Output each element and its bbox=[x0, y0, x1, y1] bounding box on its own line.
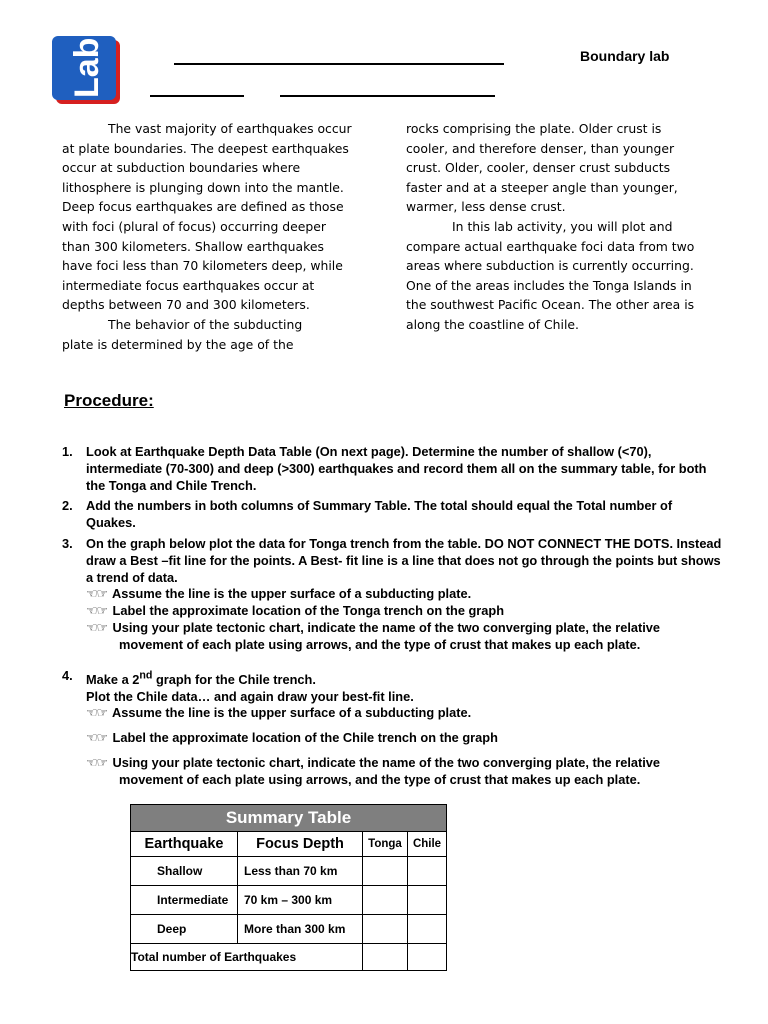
pointing-hands-icon: ☜☞ bbox=[86, 755, 107, 771]
intro-paragraph: The behavior of the subducting plate is determined by the age of the bbox=[62, 316, 303, 352]
step-subitem: ☜☞ Assume the line is the upper surface of a subducting plate. bbox=[86, 705, 472, 721]
chile-count-cell[interactable] bbox=[408, 915, 447, 944]
step-text: On the graph below plot the data for Tonga trench from the table. DO NOT CONNECT THE DOTS. Instead draw a Best –fit line for the points. A Best- fit line is a line that does not go through the points but shows a trend of data. bbox=[86, 535, 722, 585]
intro-left-column bbox=[62, 119, 358, 354]
earthquake-type: Deep bbox=[131, 915, 238, 944]
procedure-steps bbox=[62, 444, 722, 793]
intro-paragraph: In this lab activity, you will plot and compare actual earthquake foci data from two areas where subduction is currently occurring. One of the areas includes the Tonga Islands in the southwest Pacific Ocean. The other area is along the coastline of Chile. bbox=[406, 218, 695, 332]
intro-right-column bbox=[406, 119, 706, 335]
procedure-step bbox=[62, 668, 722, 789]
step-subitem: ☜☞ Label the approximate location of the Chile trench on the graph bbox=[86, 730, 498, 746]
column-header: Focus Depth bbox=[238, 832, 363, 857]
earthquake-type: Shallow bbox=[131, 857, 238, 886]
table-row bbox=[131, 915, 447, 944]
chile-count-cell[interactable] bbox=[408, 886, 447, 915]
step-text: Make a 2nd graph for the Chile trench. bbox=[86, 669, 316, 687]
column-header: Chile bbox=[408, 832, 447, 857]
tonga-total-cell[interactable] bbox=[363, 944, 408, 971]
lab-logo bbox=[52, 36, 122, 108]
lab-logo-text: Lab bbox=[68, 37, 106, 98]
tonga-count-cell[interactable] bbox=[363, 915, 408, 944]
chile-total-cell[interactable] bbox=[408, 944, 447, 971]
summary-table bbox=[130, 804, 447, 971]
pointing-hands-icon: ☜☞ bbox=[86, 619, 107, 635]
total-row bbox=[131, 944, 447, 971]
step-subitem: ☜☞ Label the approximate location of the Tonga trench on the graph bbox=[86, 603, 505, 619]
date-blank-line[interactable] bbox=[150, 95, 244, 97]
step-subitem: ☜☞ Assume the line is the upper surface of a subducting plate. bbox=[86, 586, 472, 602]
focus-depth: More than 300 km bbox=[238, 915, 363, 944]
focus-depth: 70 km – 300 km bbox=[238, 886, 363, 915]
pointing-hands-icon: ☜☞ bbox=[86, 603, 107, 619]
step-number: 2. bbox=[62, 498, 73, 514]
earthquake-type: Intermediate bbox=[131, 886, 238, 915]
procedure-heading: Procedure: bbox=[64, 391, 154, 410]
step-text: Add the numbers in both columns of Summary Table. The total should equal the Total number of Quakes. bbox=[86, 498, 673, 531]
summary-table-title: Summary Table bbox=[131, 805, 447, 832]
column-header: Earthquake bbox=[131, 832, 238, 857]
focus-depth: Less than 70 km bbox=[238, 857, 363, 886]
table-row bbox=[131, 886, 447, 915]
pointing-hands-icon: ☜☞ bbox=[86, 705, 107, 721]
step-subitem: ☜☞ Using your plate tectonic chart, indicate the name of the two converging plate, the relative movement of each plate using arrows, and the type of crust that makes up each plate. bbox=[86, 619, 661, 652]
procedure-step bbox=[62, 498, 722, 532]
period-blank-line[interactable] bbox=[280, 95, 495, 97]
column-header: Tonga bbox=[363, 832, 408, 857]
step-number: 4. bbox=[62, 667, 73, 683]
intro-paragraph: rocks comprising the plate. Older crust is cooler, and therefore denser, than younger crust. Older, cooler, denser crust subducts faster and at a steeper angle than younger, warmer, less dense crust. bbox=[406, 121, 678, 215]
total-label: Total number of Earthquakes bbox=[131, 944, 363, 971]
step-number: 1. bbox=[62, 444, 73, 459]
chile-count-cell[interactable] bbox=[408, 857, 447, 886]
step-text: Look at Earthquake Depth Data Table (On next page). Determine the number of shallow (<70), intermediate (70-300) and deep (>300) earthquakes and record them all on the summary table, for both the Tonga and Chile Trench. bbox=[86, 444, 707, 493]
procedure-step bbox=[62, 536, 722, 654]
pointing-hands-icon: ☜☞ bbox=[86, 730, 107, 746]
pointing-hands-icon: ☜☞ bbox=[86, 586, 107, 602]
step-subitem: ☜☞ Using your plate tectonic chart, indicate the name of the two converging plate, the relative movement of each plate using arrows, and the type of crust that makes up each plate. bbox=[86, 755, 661, 787]
tonga-count-cell[interactable] bbox=[363, 886, 408, 915]
procedure-step bbox=[62, 444, 722, 494]
step-text-line: Plot the Chile data… and again draw your best-fit line. bbox=[86, 688, 414, 704]
intro-paragraph: The vast majority of earthquakes occur at plate boundaries. The deepest earthquakes occur at subduction boundaries where lithosphere is plunging down into the mantle. Deep focus earthquakes are defined as those with foci (plural of focus) occurring deeper than 300 kilometers. Shallow earthquakes have foci less than 70 kilometers deep, while intermediate focus earthquakes occur at depths between 70 and 300 kilometers. bbox=[62, 121, 352, 313]
page-title: Boundary lab bbox=[580, 48, 670, 64]
table-row bbox=[131, 857, 447, 886]
step-number: 3. bbox=[62, 535, 73, 551]
name-blank-line[interactable] bbox=[174, 63, 504, 65]
tonga-count-cell[interactable] bbox=[363, 857, 408, 886]
